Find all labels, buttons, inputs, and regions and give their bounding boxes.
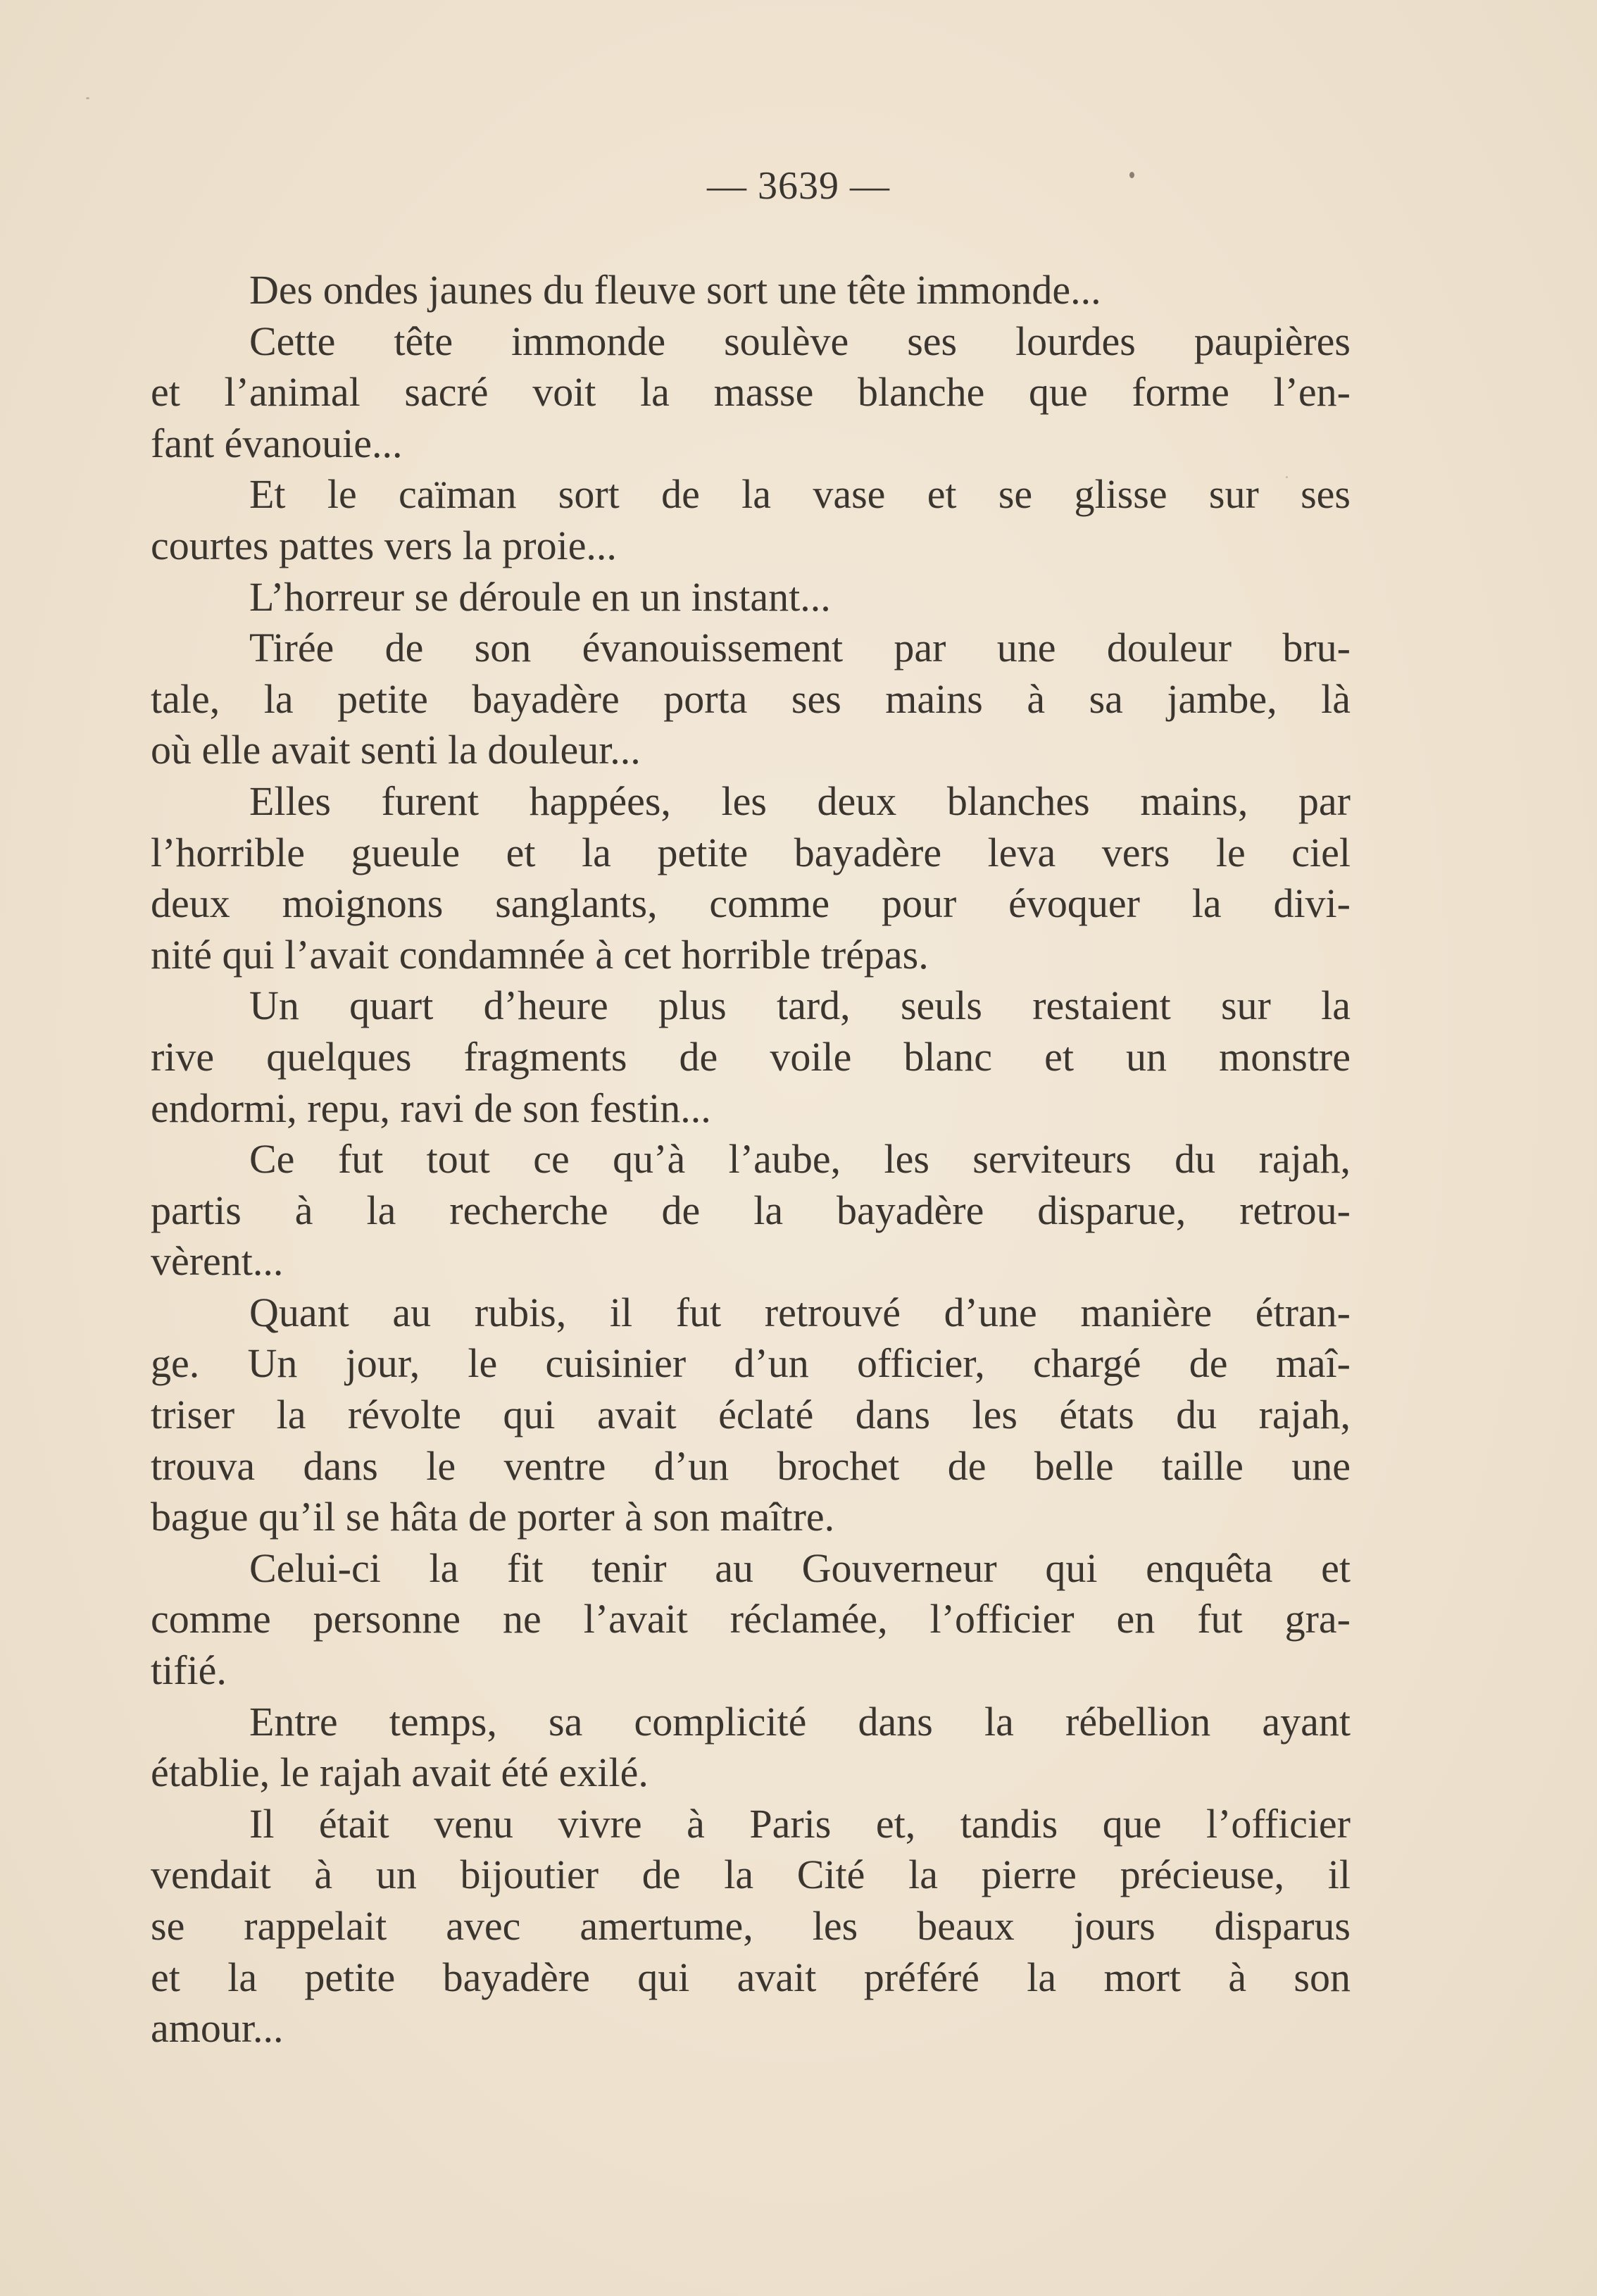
text-line: courtes pattes vers la proie...	[151, 522, 617, 568]
text-line: établie, le rajah avait été exilé.	[151, 1749, 649, 1796]
text-line: trouva dans le ventre d’un brochet de belle taille une	[151, 1442, 1351, 1489]
text-line: Tirée de son évanouissement par une douleur bru-	[249, 625, 1351, 671]
text-line: l’horrible gueule et la petite bayadère leva vers le ciel	[151, 829, 1351, 875]
text-line: Celui-ci la fit tenir au Gouverneur qui enquêta et	[249, 1545, 1351, 1591]
text-line: comme personne ne l’avait réclamée, l’officier en fut gra-	[151, 1596, 1351, 1642]
text-line: où elle avait senti la douleur...	[151, 727, 641, 773]
text-line: Quant au rubis, il fut retrouvé d’une manière étran-	[249, 1289, 1351, 1335]
text-line: Des ondes jaunes du fleuve sort une tête immonde...	[249, 267, 1101, 313]
text-line: amour...	[151, 2005, 284, 2052]
page-number: — 3639 —	[707, 164, 890, 208]
text-line: fant évanouie...	[151, 420, 403, 466]
text-line: et la petite bayadère qui avait préféré la mort à son	[151, 1954, 1351, 2000]
text-line: rive quelques fragments de voile blanc et un monstre	[151, 1033, 1351, 1080]
text-line: Ce fut tout ce qu’à l’aube, les serviteurs du rajah,	[249, 1136, 1351, 1183]
text-line: deux moignons sanglants, comme pour évoquer la divi-	[151, 880, 1351, 927]
text-line: partis à la recherche de la bayadère disparue, retrou-	[151, 1187, 1351, 1233]
text-line: nité qui l’avait condamnée à cet horrible trépas.	[151, 931, 929, 978]
text-line: endormi, repu, ravi de son festin...	[151, 1085, 711, 1131]
paper-speck	[1129, 172, 1134, 178]
text-line: ge. Un jour, le cuisinier d’un officier, chargé de maî-	[151, 1340, 1351, 1387]
text-line: et l’animal sacré voit la masse blanche que forme l’en-	[151, 369, 1351, 416]
text-line: Et le caïman sort de la vase et se glisse sur ses	[249, 471, 1351, 518]
text-line: Cette tête immonde soulève ses lourdes paupières	[249, 318, 1351, 364]
paper-speck	[1286, 476, 1288, 478]
text-line: vendait à un bijoutier de la Cité la pierre précieuse, il	[151, 1852, 1351, 1898]
text-line: tale, la petite bayadère porta ses mains à sa jambe, là	[151, 675, 1351, 722]
text-line: tifié.	[151, 1647, 227, 1694]
text-line: se rappelait avec amertume, les beaux jours disparus	[151, 1903, 1351, 1949]
text-line: Un quart d’heure plus tard, seuls restaient sur la	[249, 982, 1351, 1029]
text-line: bague qu’il se hâta de porter à son maître.	[151, 1494, 835, 1540]
body-text	[151, 265, 1351, 2054]
text-line: Entre temps, sa complicité dans la rébellion ayant	[249, 1698, 1351, 1745]
paper-speck	[86, 97, 89, 99]
text-line: triser la révolte qui avait éclaté dans les états du rajah,	[151, 1392, 1351, 1438]
text-line: L’horreur se déroule en un instant...	[249, 573, 831, 620]
text-line: Elles furent happées, les deux blanches mains, par	[249, 778, 1351, 824]
text-line: Il était venu vivre à Paris et, tandis que l’officier	[249, 1800, 1351, 1847]
text-line: vèrent...	[151, 1238, 284, 1285]
